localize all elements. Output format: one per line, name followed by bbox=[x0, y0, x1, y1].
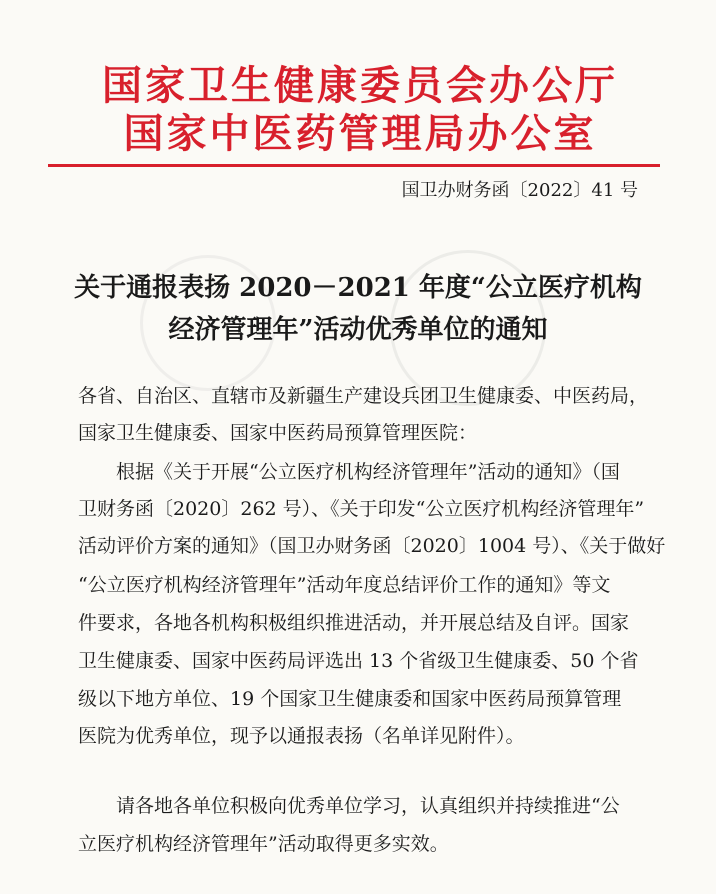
paragraph-1-line: 级以下地方单位、19 个国家卫生健康委和国家中医药局预算管理 bbox=[78, 688, 622, 710]
addressee-line-2: 国家卫生健康委、国家中医药局预算管理医院： bbox=[78, 422, 478, 444]
paragraph-1-line: 件要求，各地各机构积极组织推进活动，并开展总结及自评。国家 bbox=[78, 612, 630, 634]
paragraph-1-line: 根据《关于开展“公立医疗机构经济管理年”活动的通知》（国 bbox=[116, 461, 620, 483]
red-separator-line bbox=[48, 164, 660, 167]
document-number: 国卫办财务函〔2022〕41 号 bbox=[401, 180, 638, 201]
document-title-line-1: 关于通报表扬 2020－2021 年度“公立医疗机构 bbox=[74, 273, 642, 303]
issuer-name-2: 国家中医药管理局办公室 bbox=[123, 110, 597, 157]
addressee-line-1: 各省、自治区、直辖市及新疆生产建设兵团卫生健康委、中医药局， bbox=[78, 385, 649, 407]
paragraph-1-line: 医院为优秀单位，现予以通报表扬（名单详见附件）。 bbox=[78, 725, 525, 747]
paragraph-1-line: 卫财务函〔2020〕262 号）、《关于印发“公立医疗机构经济管理年” bbox=[78, 498, 645, 520]
issuer-name-1: 国家卫生健康委员会办公厅 bbox=[102, 62, 618, 109]
document-title-line-2: 经济管理年”活动优秀单位的通知 bbox=[168, 315, 548, 345]
paragraph-2-line: 请各地各单位积极向优秀单位学习，认真组织并持续推进“公 bbox=[116, 795, 620, 817]
paragraph-1-line: 卫生健康委、国家中医药局评选出 13 个省级卫生健康委、50 个省 bbox=[78, 650, 639, 672]
paragraph-2-line: 立医疗机构经济管理年”活动取得更多实效。 bbox=[78, 833, 449, 855]
paragraph-1-line: 活动评价方案的通知》（国卫办财务函〔2020〕1004 号）、《关于做好 bbox=[78, 535, 666, 557]
paragraph-1-line: “公立医疗机构经济管理年”活动年度总结评价工作的通知》等文 bbox=[78, 574, 611, 596]
